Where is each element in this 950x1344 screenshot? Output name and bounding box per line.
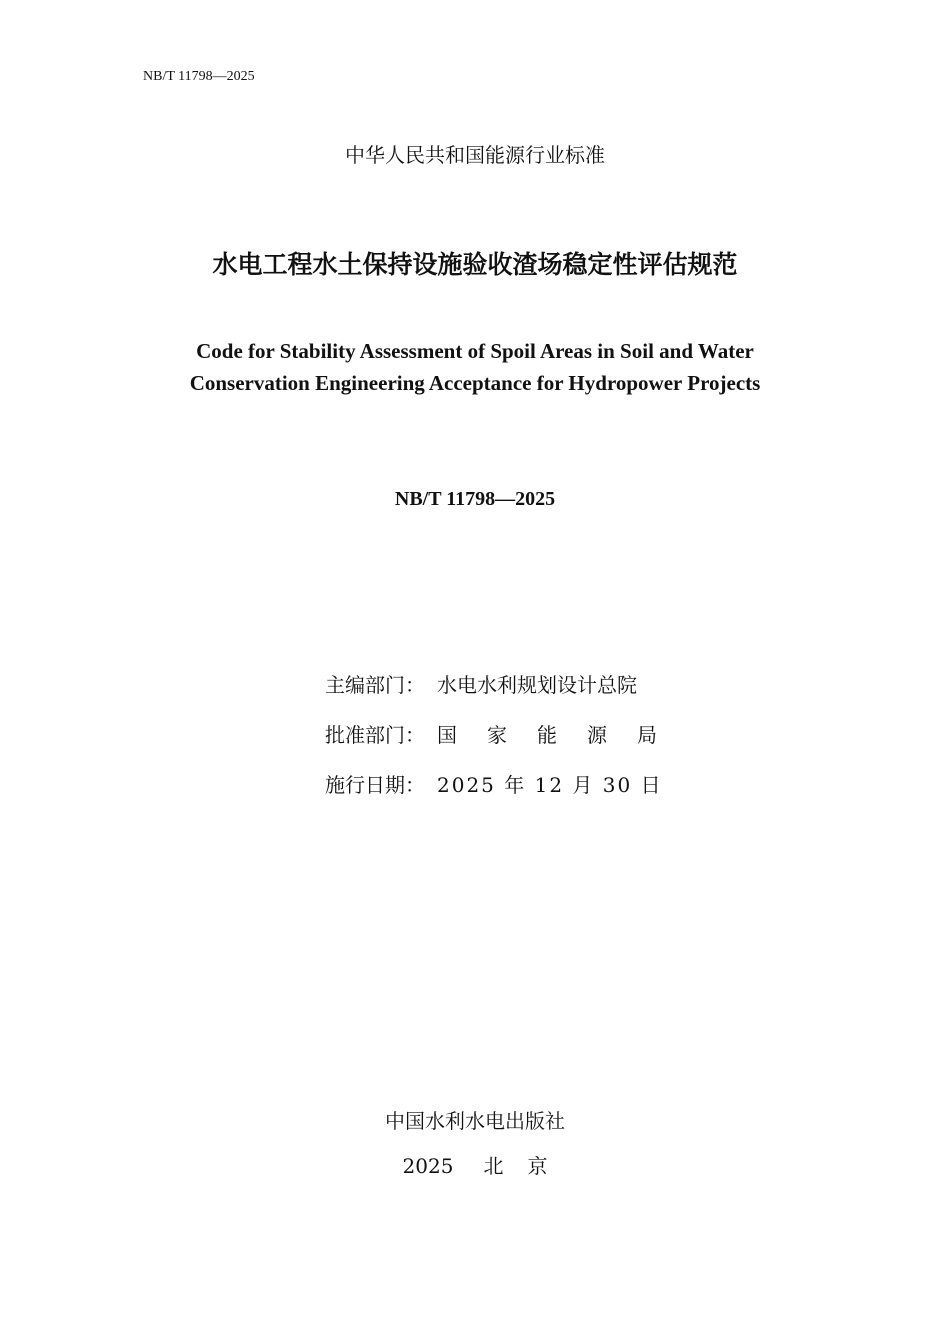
city-char: 京: [527, 1154, 548, 1178]
publisher-name: 中国水利水电出版社: [385, 1109, 565, 1133]
meta-row-approver: [325, 719, 665, 748]
approver-char: 国: [437, 723, 457, 747]
approver-value: [437, 719, 657, 748]
standard-code: NB/T 11798—2025: [394, 488, 556, 510]
meta-row-effective-date: [325, 769, 665, 798]
approver-char: 局: [637, 723, 657, 747]
city-char: 北: [483, 1154, 504, 1178]
approver-char: 源: [587, 723, 607, 747]
title-english-line-2: Conservation Engineering Acceptance for Hydropower Projects: [189, 371, 761, 395]
approver-char: 家: [487, 723, 507, 747]
editor-value: 水电水利规划设计总院: [437, 673, 637, 697]
title-english-line-1: Code for Stability Assessment of Spoil Areas in Soil and Water: [196, 339, 754, 363]
approver-label: 批准部门：: [325, 723, 425, 747]
date-value: 2025 年 12 月 30 日: [437, 773, 663, 797]
editor-label: 主编部门：: [325, 673, 425, 697]
title-english: [0, 335, 950, 399]
meta-row-editor: [325, 669, 665, 698]
approver-char: 能: [537, 723, 557, 747]
publication-year: 2025: [402, 1154, 454, 1178]
header-standard-code: NB/T 11798—2025: [143, 69, 255, 84]
issuer-line: 中华人民共和国能源行业标准: [345, 143, 605, 167]
title-chinese: 水电工程水土保持设施验收渣场稳定性评估规范: [212, 250, 738, 279]
date-label: 施行日期：: [325, 773, 425, 797]
publication-line: [0, 1150, 950, 1179]
